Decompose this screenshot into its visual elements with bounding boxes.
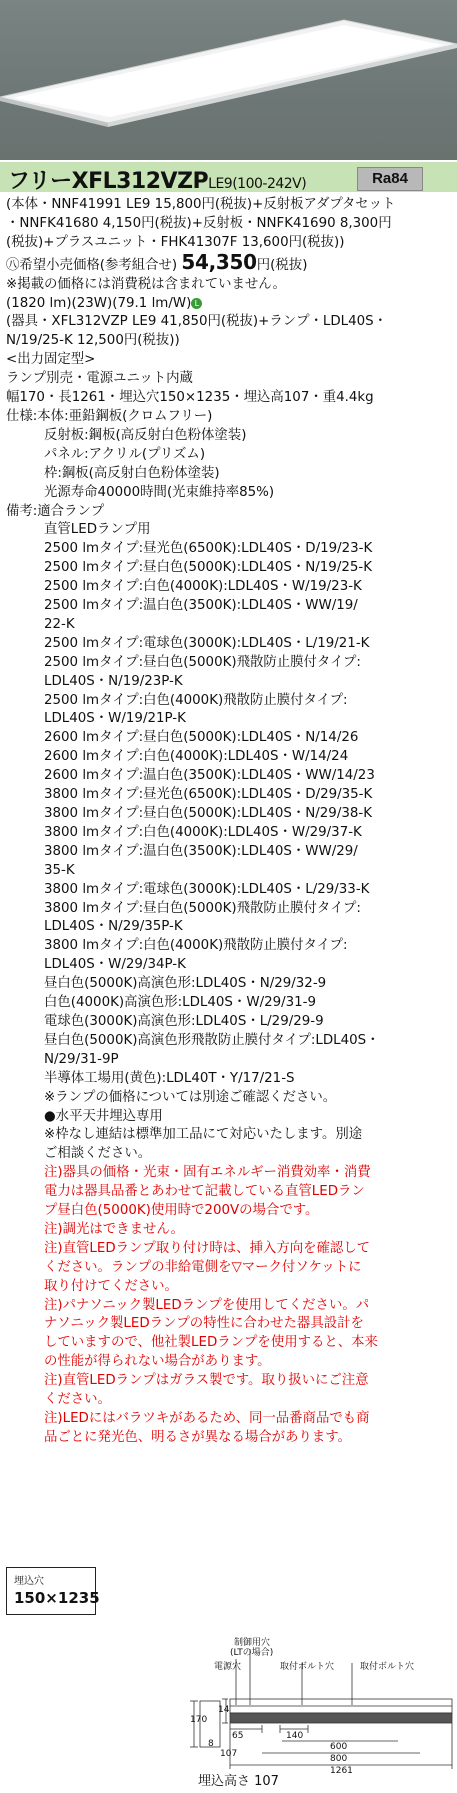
spec-line-text: 2500 lmタイプ:昼白色(5000K):LDL40S・N/19/25-K [44, 560, 372, 576]
spec-line-text: 2600 lmタイプ:昼白色(5000K):LDL40S・N/14/26 [44, 730, 359, 746]
spec-line [6, 975, 452, 994]
spec-line-text: 電力は器具品番とあわせて記載している直管LEDラン [44, 1184, 365, 1200]
spec-line [6, 843, 452, 862]
spec-line-text: 昼白色(5000K)高演色形飛散防止膜付タイプ:LDL40S・ [44, 1032, 380, 1048]
cutout-box [6, 1567, 100, 1615]
product-title [8, 164, 306, 195]
spec-line-text: ください。 [44, 1392, 111, 1408]
spec-line [6, 692, 452, 711]
spec-line [6, 881, 452, 900]
spec-line [6, 786, 452, 805]
spec-line [6, 1202, 452, 1221]
spec-line-text: 3800 lmタイプ:白色(4000K):LDL40S・W/29/37-K [44, 824, 362, 840]
spec-line [6, 824, 452, 843]
spec-line-text: 注)LEDにはバラツキがあるため、同一品番商品でも商 [44, 1411, 370, 1426]
spec-line-text: 35-K [44, 862, 75, 878]
price-prefix: 希望小売価格(参考組合せ) [19, 257, 178, 273]
spec-line-text: LDL40S・N/29/35P-K [44, 919, 183, 935]
spec-line [6, 1145, 452, 1164]
spec-line [6, 1032, 452, 1051]
spec-line-text: 電球色(3000K)高演色形:LDL40S・L/29/29-9 [44, 1013, 324, 1029]
spec-line [6, 484, 452, 503]
spec-line-text: 半導体工場用(黄色):LDL40T・Y/17/21-S [44, 1070, 295, 1086]
spec-line [6, 673, 452, 692]
spec-line [6, 559, 452, 578]
spec-line-text: プ昼白色(5000K)使用時で200Vの場合です。 [44, 1203, 319, 1219]
spec-line [6, 234, 452, 253]
spec-line [6, 389, 452, 408]
spec-line-text: 注)直管LEDランプ取り付け時は、挿入方向を確認して [44, 1240, 371, 1256]
spec-line [6, 635, 452, 654]
spec-line-text: 光源寿命40000時間(光束維持率85%) [44, 484, 275, 500]
spec-line-text: ・NNFK41680 4,150円(税抜)+反射板・NNFK41690 8,300円 [6, 215, 392, 231]
spec-line [6, 332, 452, 351]
spec-line-text: 注)器具の価格・光束・固有エネルギー消費効率・消費 [44, 1165, 371, 1181]
spec-line [6, 1221, 452, 1240]
spec-line [6, 862, 452, 881]
spec-line [6, 1126, 452, 1145]
spec-line [6, 295, 452, 314]
spec-line [6, 937, 452, 956]
dim-600: 600 [330, 1742, 348, 1752]
spec-line [6, 1070, 452, 1089]
control-hole-label: 制御用穴 [234, 1638, 271, 1648]
dim-65: 65 [232, 1731, 244, 1741]
spec-line-text: ご相談ください。 [44, 1146, 152, 1162]
spec-line [6, 1164, 452, 1183]
spec-line [6, 805, 452, 824]
ra-badge: Ra84 [357, 167, 423, 191]
spec-line-text: 備考:適合ランプ [6, 503, 105, 519]
spec-line [6, 1183, 452, 1202]
spec-line-text: 取り付けてください。 [44, 1278, 178, 1294]
spec-line-text: 2500 lmタイプ:電球色(3000K):LDL40S・L/19/21-K [44, 635, 370, 651]
spec-line [6, 196, 452, 215]
spec-line-text: 3800 lmタイプ:昼白色(5000K):LDL40S・N/29/38-K [44, 806, 372, 821]
spec-line-text: 2500 lmタイプ:白色(4000K)飛散防止膜付タイプ: [44, 692, 348, 708]
spec-line [6, 1410, 452, 1429]
spec-line-text: 注)調光はできません。 [44, 1221, 184, 1237]
spec-line-text: 3800 lmタイプ:昼白色(5000K)飛散防止膜付タイプ: [44, 900, 361, 916]
spec-line-text: (税抜)+プラスユニット・FHK41307F 13,600円(税抜)) [6, 234, 345, 250]
spec-line [6, 1353, 452, 1372]
spec-line-text: 2600 lmタイプ:白色(4000K):LDL40S・W/14/24 [44, 749, 349, 765]
spec-line-text: 3800 lmタイプ:電球色(3000K):LDL40S・L/29/33-K [44, 881, 370, 897]
spec-line-text: 仕様:本体:亜鉛鋼板(クロムフリー) [6, 408, 213, 424]
spec-line-text: 2500 lmタイプ:昼光色(6500K):LDL40S・D/19/23-K [44, 541, 373, 557]
spec-line-text: 3800 lmタイプ:温白色(3500K):LDL40S・WW/29/ [44, 843, 358, 859]
price-line [6, 253, 452, 276]
spec-line-text: 品ごとに発光色、明るさが異なる場合があります。 [44, 1429, 351, 1445]
spec-line [6, 748, 452, 767]
spec-line-text: LDL40S・W/29/34P-K [44, 957, 186, 973]
spec-line-text: 注)直管LEDランプはガラス製です。取り扱いにご注意 [44, 1373, 369, 1389]
spec-line [6, 540, 452, 559]
spec-line-text: 2500 lmタイプ:温白色(3500K):LDL40S・WW/19/ [44, 598, 358, 614]
spec-line [6, 446, 452, 465]
dimension-drawing [190, 1635, 455, 1785]
mount-bolt-label-2: 取付ボルト穴 [360, 1662, 415, 1672]
spec-line-text: 2500 lmタイプ:昼白色(5000K)飛散防止膜付タイプ: [44, 654, 361, 670]
price-unit: 円(税抜) [256, 257, 308, 273]
price-mark: ㊇ [6, 257, 20, 273]
spec-line [6, 578, 452, 597]
spec-line-text: 反射板:鋼板(高反射白色粉体塗装) [44, 427, 247, 443]
spec-line-text: 2600 lmタイプ:温白色(3500K):LDL40S・WW/14/23 [44, 768, 375, 784]
spec-line-text: 直管LEDランプ用 [44, 522, 151, 538]
spec-line [6, 1051, 452, 1070]
spec-line [6, 1297, 452, 1316]
spec-line-text: ください。ランプの非給電側を▽マーク付ソケットに [44, 1259, 362, 1275]
light-fixture-image [0, 0, 457, 160]
spec-line [6, 1240, 452, 1259]
spec-line-text: 幅170・長1261・埋込穴150×1235・埋込高107・重4.4kg [6, 390, 374, 406]
spec-line [6, 918, 452, 937]
spec-line-text: 注)パナソニック製LEDランプを使用してください。パ [44, 1297, 370, 1313]
dim-14: 14 [218, 1705, 230, 1715]
spec-line-text: N/19/25-K 12,500円(税抜)) [6, 333, 180, 349]
model-suffix: LE9(100-242V) [208, 176, 307, 192]
cutout-label: 埋込穴 [14, 1576, 44, 1587]
spec-line-text: LDL40S・N/19/23P-K [44, 673, 183, 689]
spec-line [6, 1391, 452, 1410]
lt-case-label: (LTの場合) [230, 1648, 274, 1658]
spec-line [6, 1315, 452, 1334]
spec-line [6, 994, 452, 1013]
spec-line-text: ※ランプの価格については別途ご確認ください。 [44, 1089, 337, 1105]
spec-line [6, 616, 452, 635]
spec-line-text: 3800 lmタイプ:白色(4000K)飛散防止膜付タイプ: [44, 938, 348, 954]
spec-text [6, 196, 452, 1448]
spec-line [6, 1334, 452, 1353]
spec-line [6, 521, 452, 540]
spec-line-text: の性能が得られない場合があります。 [44, 1354, 271, 1370]
spec-line-text: (器具・XFL312VZP LE9 41,850円(税抜)+ランプ・LDL40S・ [6, 314, 388, 330]
mount-bolt-label-1: 取付ボルト穴 [280, 1662, 335, 1672]
dim-1261: 1261 [330, 1766, 353, 1776]
spec-line [6, 900, 452, 919]
spec-line-text: ランプ別売・電源ユニット内蔵 [6, 371, 193, 387]
spec-line [6, 710, 452, 729]
dim-170: 170 [190, 1715, 208, 1725]
spec-line-text: パネル:アクリル(プリズム) [44, 446, 206, 462]
embed-height: 埋込高さ 107 [198, 1774, 279, 1789]
spec-line [6, 215, 452, 234]
product-photo [0, 0, 457, 160]
spec-line [6, 313, 452, 332]
spec-line-text: 昼白色(5000K)高演色形:LDL40S・N/29/32-9 [44, 976, 327, 992]
dim-800: 800 [330, 1754, 348, 1764]
spec-line [6, 351, 452, 370]
spec-line [6, 1089, 452, 1108]
spec-line-text: ※枠なし連結は標準加工品にて対応いたします。別途 [44, 1127, 363, 1143]
dim-107: 107 [220, 1749, 238, 1759]
dim-8: 8 [208, 1739, 214, 1749]
spec-line [6, 1372, 452, 1391]
spec-line-text: ※掲載の価格には消費税は含まれていません。 [6, 276, 286, 292]
spec-line-text: 2500 lmタイプ:白色(4000K):LDL40S・W/19/23-K [44, 579, 362, 595]
green-mark-icon: L [191, 298, 202, 309]
spec-line [6, 1278, 452, 1297]
spec-line [6, 370, 452, 389]
spec-line-text: N/29/31-9P [44, 1051, 119, 1067]
spec-line-text: (本体・NNF41991 LE9 15,800円(税抜)+反射板アダプタセット [6, 197, 396, 212]
spec-line [6, 767, 452, 786]
spec-line [6, 1259, 452, 1278]
spec-line [6, 276, 452, 295]
cutout-value: 150×1235 [14, 1589, 100, 1607]
price-amount: 54,350 [181, 252, 257, 274]
spec-line [6, 654, 452, 673]
spec-line-text: 枠:鋼板(高反射白色粉体塗装) [44, 465, 220, 481]
spec-line [6, 465, 452, 484]
spec-line-text: LDL40S・W/19/21P-K [44, 711, 186, 727]
spec-line-text: ナソニック製LEDランプの特性に合わせた器具設計を [44, 1316, 364, 1332]
spec-line-text: 白色(4000K)高演色形:LDL40S・W/29/31-9 [44, 995, 317, 1011]
spec-line [6, 503, 452, 522]
spec-line [6, 597, 452, 616]
spec-line-text: 3800 lmタイプ:昼光色(6500K):LDL40S・D/29/35-K [44, 787, 373, 803]
spec-line-text: していますので、他社製LEDランプを使用すると、本来 [44, 1335, 378, 1351]
spec-line-text: <出力固定型> [6, 352, 96, 368]
power-hole-label: 電源穴 [214, 1662, 242, 1672]
spec-line [6, 1108, 452, 1127]
spec-line-text: (1820 lm)(23W)(79.1 lm/W) [6, 295, 192, 311]
spec-line-text: 22-K [44, 616, 75, 632]
spec-line [6, 956, 452, 975]
spec-line [6, 729, 452, 748]
spec-line-text: ●水平天井埋込専用 [44, 1108, 163, 1124]
spec-line [6, 1013, 452, 1032]
dim-140: 140 [286, 1731, 304, 1741]
model-number: フリーXFL312VZP [8, 169, 209, 194]
spec-line [6, 427, 452, 446]
spec-line [6, 408, 452, 427]
spec-line [6, 1429, 452, 1448]
